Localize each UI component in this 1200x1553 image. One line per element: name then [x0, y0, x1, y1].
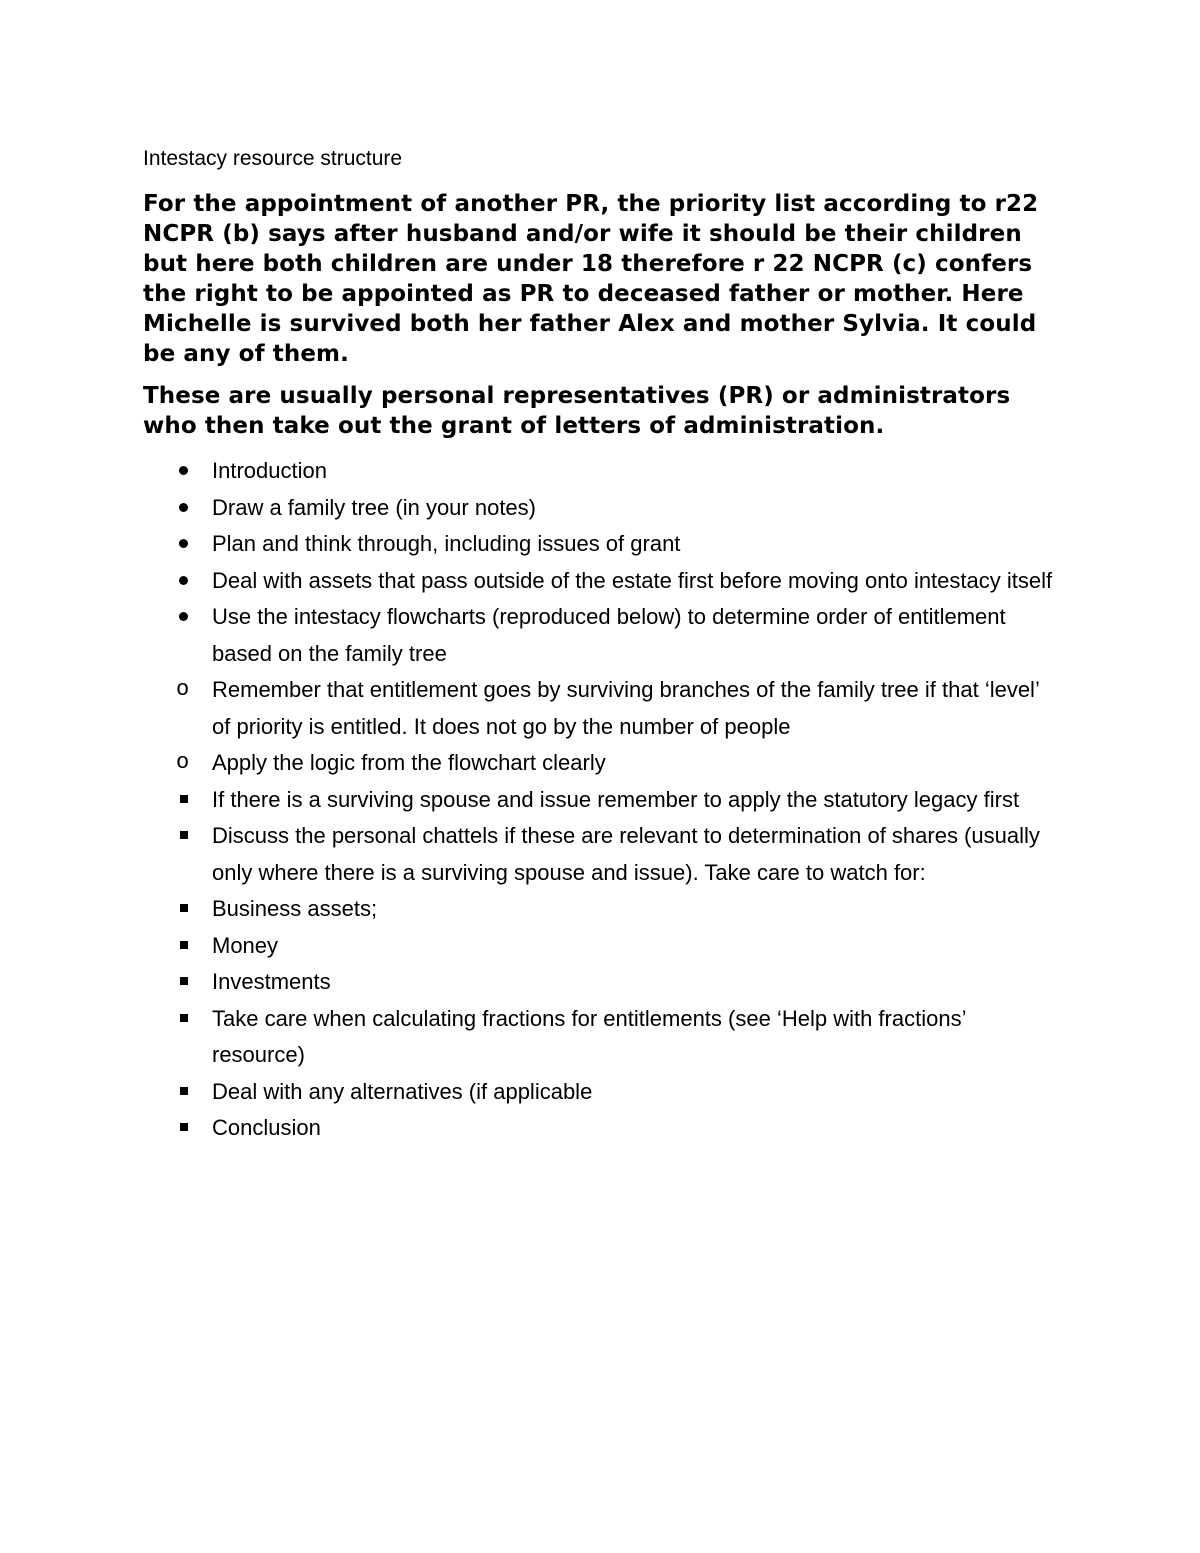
list-item [143, 1001, 1063, 1074]
document-page [143, 143, 1063, 1147]
list-item [143, 1074, 1063, 1111]
list-item [143, 1110, 1063, 1147]
list-item [143, 563, 1063, 600]
priority-paragraph: For the appointment of another PR, the priority list according to r22 NCPR (b) says after husband and/or wife it should be their children but here both children are under 18 therefore r 22 NCPR (c) confers the right to be appointed as PR to deceased father or mother. Here Michelle is survived both her father Alex and mother Sylvia. It could be any of them. [143, 191, 1039, 367]
list-item-text: Introduction [212, 458, 327, 483]
list-item [143, 490, 1063, 527]
list-item [143, 599, 1063, 672]
list-item [143, 928, 1063, 965]
list-item [143, 453, 1063, 490]
list-item [143, 672, 1063, 745]
list-item-text: Use the intestacy flowcharts (reproduced below) to determine order of entitlement based on the family tree [212, 604, 1006, 666]
list-item [143, 526, 1063, 563]
administrators-paragraph: These are usually personal representatives (PR) or administrators who then take out the grant of letters of administration. [143, 383, 1011, 439]
list-item [143, 891, 1063, 928]
list-item-text: Business assets; [212, 896, 378, 921]
list-item-text: Plan and think through, including issues of grant [212, 531, 681, 556]
list-item-text: Remember that entitlement goes by surviving branches of the family tree if that ‘level’ of priority is entitled. It does not go by the number of people [212, 677, 1040, 739]
list-item-text: Deal with assets that pass outside of the estate first before moving onto intestacy itself [212, 567, 1053, 593]
list-item [143, 745, 1063, 782]
document-title: Intestacy resource structure [143, 147, 403, 170]
list-item-text: Draw a family tree (in your notes) [212, 494, 536, 520]
list-item [143, 818, 1063, 891]
list-item-text: Discuss the personal chattels if these are relevant to determination of shares (usually only where there is a surviving spouse and issue). Take care to watch for: [212, 823, 1040, 885]
list-item-text: Money [212, 932, 279, 958]
list-item-text: Conclusion [212, 1115, 321, 1140]
list-item-text: Apply the logic from the flowchart clearly [212, 750, 606, 775]
list-item-text: Investments [212, 969, 331, 994]
list-item-text: Deal with any alternatives (if applicable [212, 1078, 593, 1104]
list-item [143, 782, 1063, 819]
structure-bullet-list [143, 453, 1063, 1147]
list-item-text: Take care when calculating fractions for entitlements (see ‘Help with fractions’ resource) [212, 1005, 966, 1067]
list-item-text: If there is a surviving spouse and issue remember to apply the statutory legacy first [212, 786, 1020, 812]
list-item [143, 964, 1063, 1001]
